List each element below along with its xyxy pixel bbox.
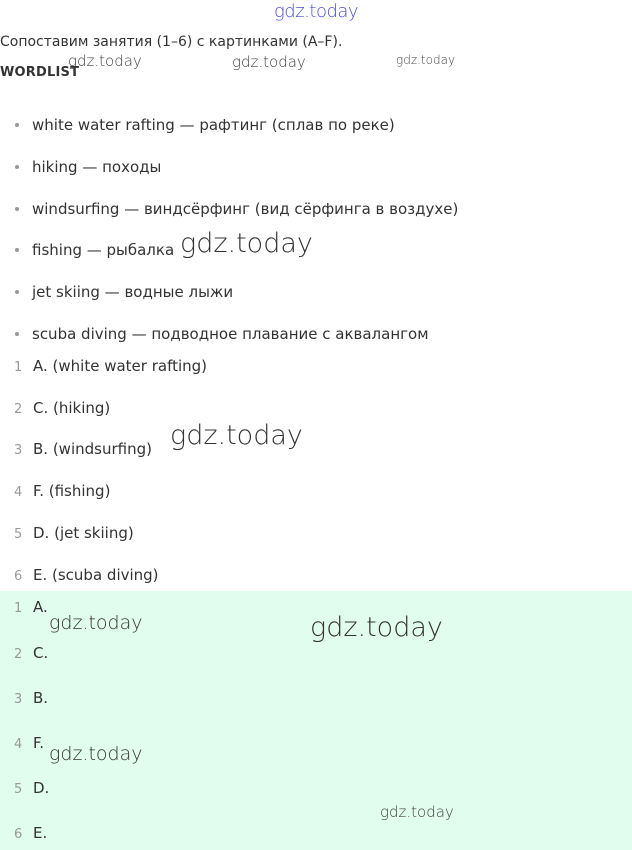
bullet-icon <box>15 123 19 127</box>
bullet-icon <box>15 290 19 294</box>
match-item-2 <box>14 399 110 417</box>
match-text: D. (jet skiing) <box>33 524 134 542</box>
match-text: F. (fishing) <box>33 482 111 500</box>
match-text: A. (white water rafting) <box>33 357 208 375</box>
answer-number: 4 <box>14 737 23 752</box>
watermark: gdz.today <box>170 420 303 451</box>
match-item-4 <box>14 482 110 500</box>
task-instruction: Сопоставим занятия (1–6) с картинками (A–F). <box>0 34 343 50</box>
match-text: C. (hiking) <box>33 399 111 417</box>
answer-number: 1 <box>14 601 23 616</box>
match-item-5 <box>14 524 134 542</box>
watermark: gdz.today <box>180 228 313 259</box>
wordlist-item-text: scuba diving — подводное плавание с аквалангом <box>32 325 429 343</box>
answer-number: 3 <box>14 692 23 707</box>
bullet-icon <box>15 332 19 336</box>
watermark: gdz.today <box>68 52 142 70</box>
answer-item-5 <box>14 779 49 797</box>
match-item-3 <box>14 440 152 458</box>
watermark: gdz.today <box>49 743 143 765</box>
bullet-icon <box>15 165 19 169</box>
watermark: gdz.today <box>380 803 454 821</box>
match-number: 6 <box>14 569 23 584</box>
wordlist-item-text: fishing — рыбалка <box>32 241 175 259</box>
wordlist-item-text: white water rafting — рафтинг (сплав по реке) <box>32 116 395 134</box>
match-number: 5 <box>14 527 23 542</box>
wordlist-item <box>15 116 395 134</box>
match-item-6 <box>14 566 159 584</box>
watermark-top: gdz.today <box>274 1 359 22</box>
bullet-icon <box>15 248 19 252</box>
watermark: gdz.today <box>49 612 143 634</box>
wordlist-item <box>15 283 233 301</box>
match-text: E. (scuba diving) <box>33 566 159 584</box>
answer-item-2 <box>14 644 48 662</box>
match-number: 3 <box>14 443 23 458</box>
answer-number: 6 <box>14 827 23 842</box>
answer-text: E. <box>33 824 48 842</box>
answer-text: B. <box>33 689 49 707</box>
answer-item-1 <box>14 598 48 616</box>
wordlist-item-text: jet skiing — водные лыжи <box>32 283 234 301</box>
answer-item-6 <box>14 824 47 842</box>
watermark: gdz.today <box>396 53 456 67</box>
answer-item-4 <box>14 734 44 752</box>
wordlist-item <box>15 325 429 343</box>
match-number: 4 <box>14 485 23 500</box>
answer-text: C. <box>33 644 49 662</box>
watermark: gdz.today <box>232 53 306 71</box>
wordlist-item <box>15 158 161 176</box>
wordlist-title: WORDLIST <box>0 65 80 80</box>
wordlist-item-text: windsurfing — виндсёрфинг (вид сёрфинга в воздухе) <box>32 200 459 218</box>
match-number: 2 <box>14 402 23 417</box>
answer-text: A. <box>33 598 48 616</box>
answer-item-3 <box>14 689 48 707</box>
answer-number: 2 <box>14 647 23 662</box>
match-item-1 <box>14 357 207 375</box>
answer-text: F. <box>33 734 44 752</box>
match-text: B. (windsurfing) <box>33 440 152 458</box>
bullet-icon <box>15 207 19 211</box>
match-number: 1 <box>14 360 23 375</box>
watermark: gdz.today <box>310 612 443 643</box>
answer-number: 5 <box>14 782 23 797</box>
wordlist-item <box>15 241 174 259</box>
wordlist-item-text: hiking — походы <box>32 158 162 176</box>
answer-text: D. <box>33 779 50 797</box>
wordlist-item <box>15 200 458 218</box>
